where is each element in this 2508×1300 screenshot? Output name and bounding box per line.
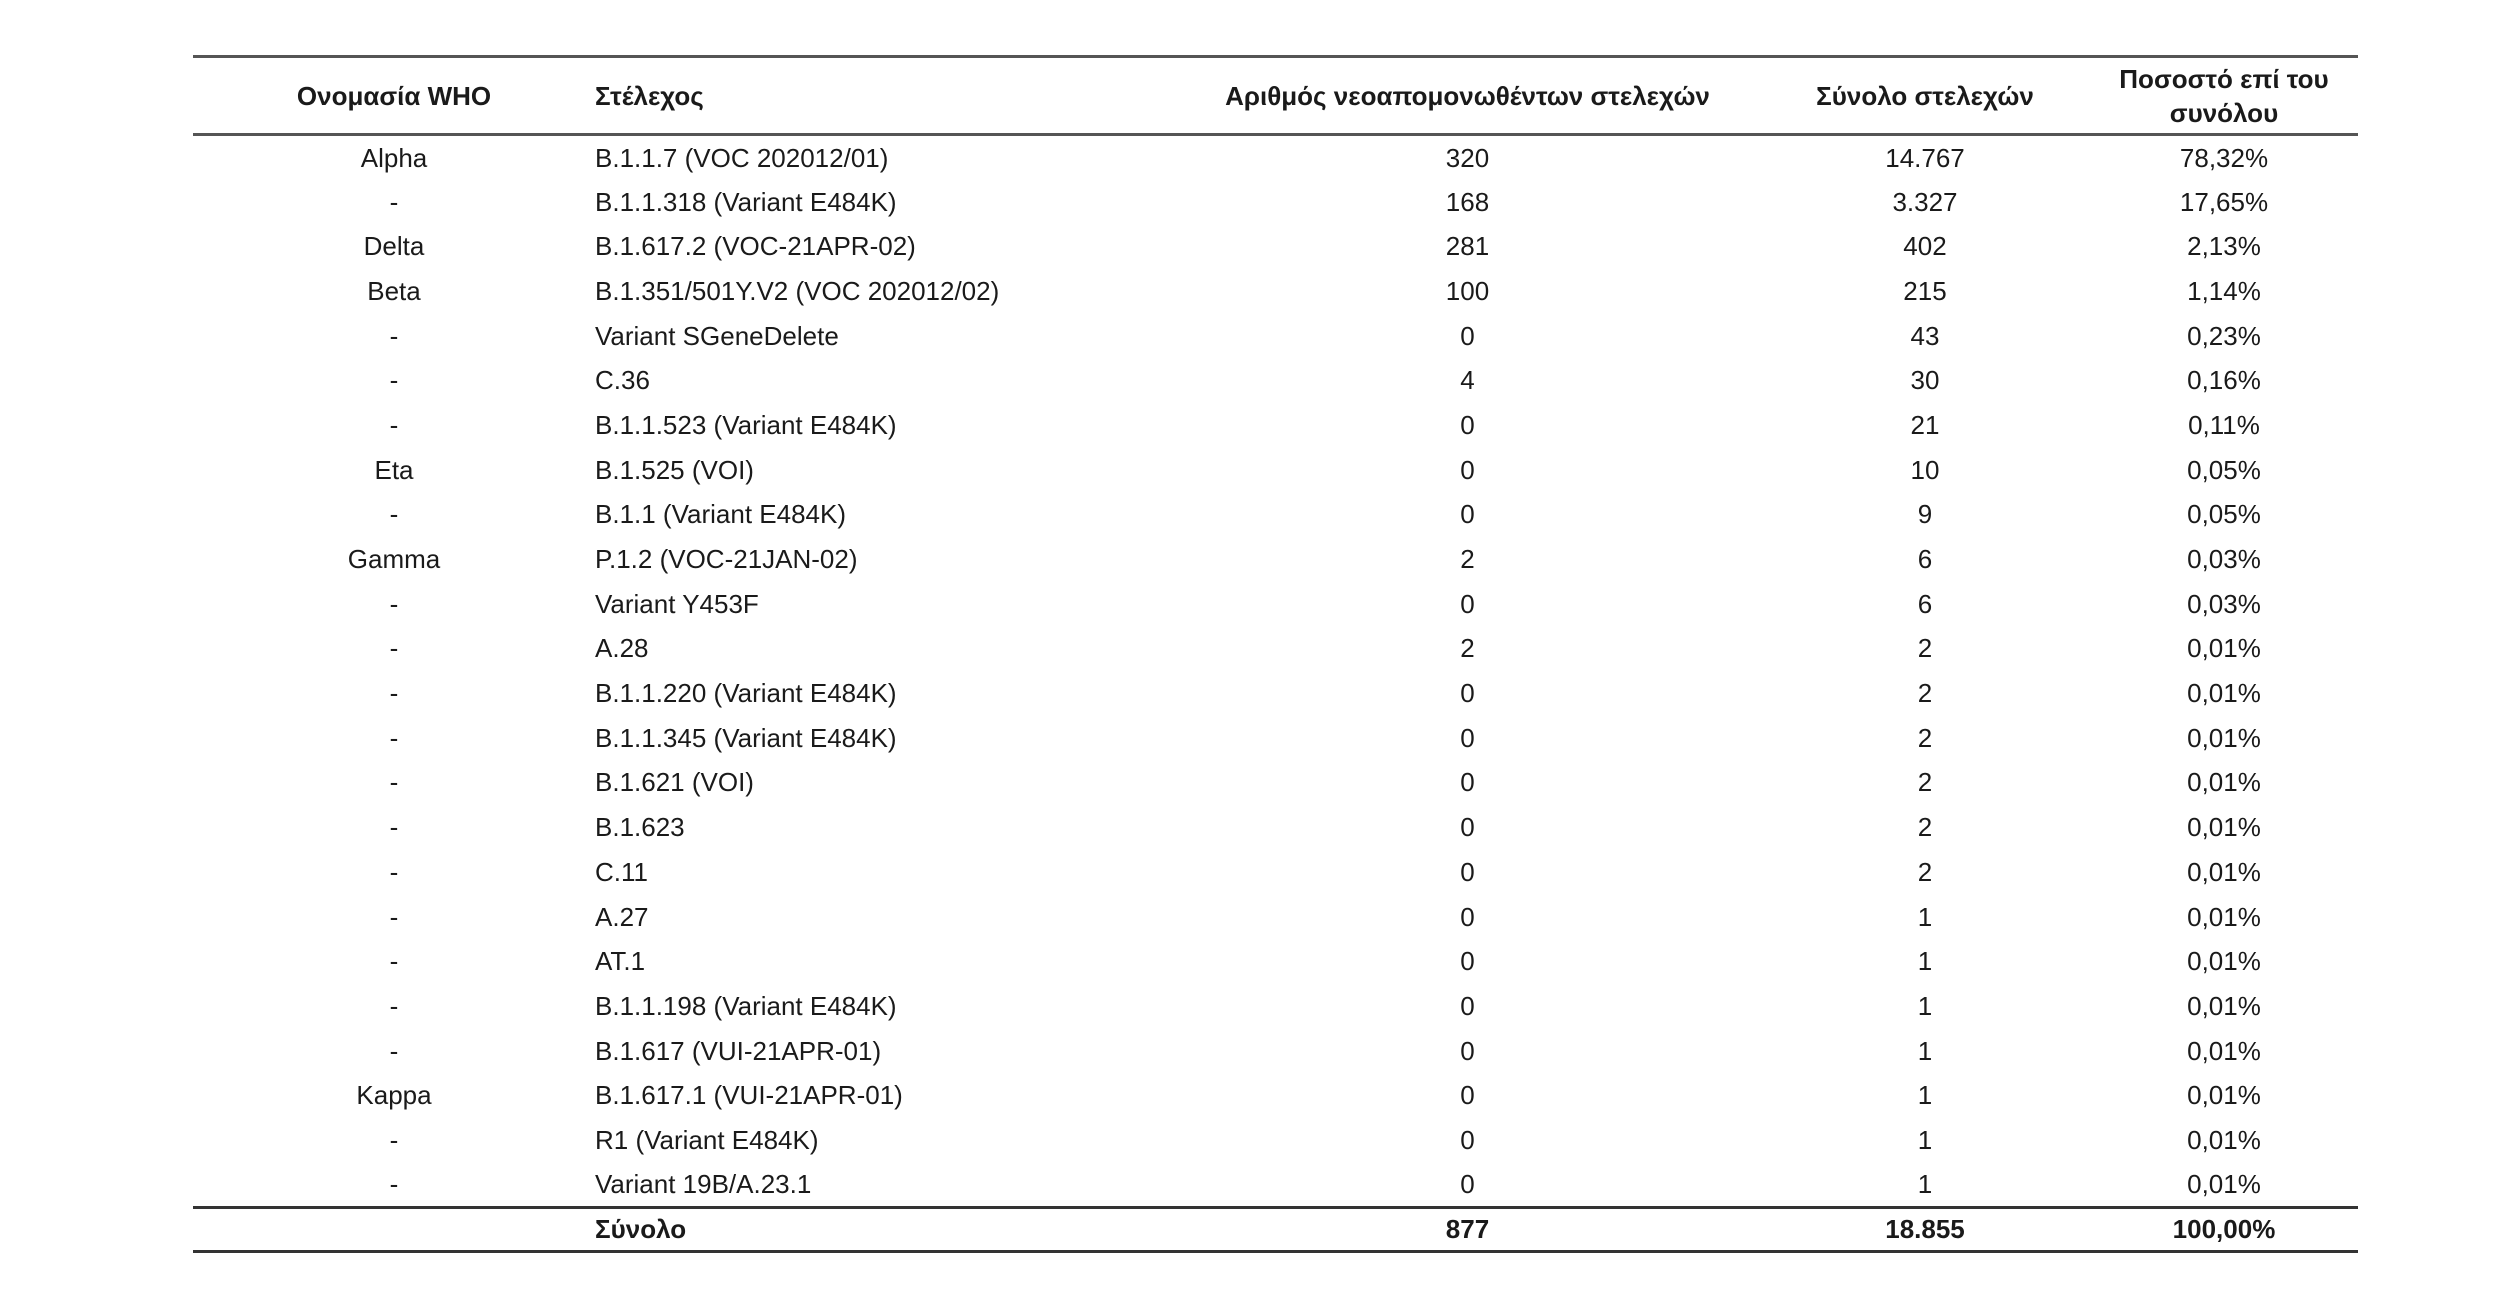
- new-isolates-cell: 0: [1460, 588, 1475, 619]
- strain-cell: B.1.351/501Y.V2 (VOC 202012/02): [595, 275, 1000, 306]
- table-row: [193, 403, 2358, 448]
- percent-cell: 0,01%: [2187, 767, 2261, 798]
- total-strains-cell: 1: [1917, 1124, 1933, 1155]
- header-strain: Στέλεχος: [595, 57, 1175, 135]
- new-isolates-cell: 0: [1460, 409, 1475, 440]
- new-isolates-cell: 0: [1460, 812, 1475, 843]
- percent-cell: 0,01%: [2187, 1124, 2261, 1155]
- total-strains-cell: 2: [1917, 678, 1933, 709]
- table-row: [193, 939, 2358, 984]
- who-name-cell: -: [389, 901, 399, 932]
- header-total-strains: Σύνολο στελεχών: [1760, 57, 2090, 135]
- total-who-cell: [193, 1207, 595, 1251]
- strain-cell: B.1.1.523 (Variant E484K): [595, 409, 897, 440]
- table-body: [193, 135, 2358, 1208]
- strain-cell: C.36: [595, 365, 650, 396]
- table-row: [193, 1073, 2358, 1118]
- strain-cell: A.27: [595, 901, 649, 932]
- strain-cell: B.1.1.198 (Variant E484K): [595, 990, 897, 1021]
- new-isolates-cell: 2: [1460, 633, 1475, 664]
- total-strains-cell: 3.327: [1892, 186, 1958, 217]
- total-strains-cell: 2: [1917, 722, 1933, 753]
- percent-cell: 0,01%: [2187, 901, 2261, 932]
- total-strains-cell: 2: [1917, 633, 1933, 664]
- strain-cell: A.28: [595, 633, 649, 664]
- strain-cell: AT.1: [595, 946, 646, 977]
- table-row: [193, 1162, 2358, 1207]
- table-row: [193, 537, 2358, 582]
- percent-cell: 1,14%: [2187, 275, 2261, 306]
- new-isolates-cell: 281: [1445, 231, 1490, 262]
- new-isolates-cell: 0: [1460, 320, 1475, 351]
- table-row: [193, 850, 2358, 895]
- percent-cell: 0,03%: [2187, 588, 2261, 619]
- table-row: [193, 447, 2358, 492]
- percent-cell: 0,11%: [2188, 409, 2260, 440]
- table-row: [193, 581, 2358, 626]
- table-row: [193, 492, 2358, 537]
- percent-cell: 2,13%: [2187, 231, 2261, 262]
- table-row: [193, 135, 2358, 180]
- new-isolates-cell: 0: [1460, 1124, 1475, 1155]
- who-name-cell: -: [389, 320, 399, 351]
- percent-cell: 0,05%: [2187, 454, 2261, 485]
- percent-cell: 0,01%: [2187, 856, 2261, 887]
- who-name-cell: -: [389, 1124, 399, 1155]
- who-name-cell: -: [389, 499, 399, 530]
- percent-cell: 0,01%: [2187, 1080, 2261, 1111]
- strain-cell: Variant Y453F: [595, 588, 759, 619]
- percent-cell: 78,32%: [2179, 142, 2269, 173]
- new-isolates-cell: 0: [1460, 901, 1475, 932]
- strain-cell: B.1.1 (Variant E484K): [595, 499, 846, 530]
- who-name-cell: Kappa: [356, 1080, 432, 1111]
- strain-cell: B.1.1.7 (VOC 202012/01): [595, 142, 889, 173]
- who-name-cell: Eta: [374, 454, 414, 485]
- total-strains-cell: 14.767: [1885, 142, 1965, 173]
- table-row: [193, 358, 2358, 403]
- header-who-name: Ονομασία WHO: [193, 57, 595, 135]
- new-isolates-cell: 0: [1460, 722, 1475, 753]
- percent-cell: 0,16%: [2187, 365, 2261, 396]
- table-row: [193, 269, 2358, 314]
- strain-cell: B.1.623: [595, 812, 685, 843]
- who-name-cell: Delta: [363, 231, 425, 262]
- strain-cell: C.11: [595, 856, 648, 887]
- new-isolates-cell: 0: [1460, 1168, 1475, 1199]
- who-name-cell: -: [389, 409, 399, 440]
- total-percent: 100,00%: [2090, 1207, 2358, 1251]
- new-isolates-cell: 320: [1445, 142, 1490, 173]
- who-name-cell: -: [389, 1168, 399, 1199]
- who-name-cell: Beta: [367, 275, 421, 306]
- total-label: Σύνολο: [595, 1207, 1175, 1251]
- percent-cell: 0,01%: [2187, 812, 2261, 843]
- percent-cell: 0,01%: [2187, 678, 2261, 709]
- who-name-cell: Gamma: [347, 544, 441, 575]
- strain-cell: B.1.1.220 (Variant E484K): [595, 678, 897, 709]
- strain-cell: Variant 19B/A.23.1: [595, 1168, 812, 1199]
- new-isolates-cell: 0: [1460, 946, 1475, 977]
- new-isolates-cell: 0: [1460, 1080, 1475, 1111]
- who-name-cell: -: [389, 678, 399, 709]
- new-isolates-cell: 0: [1460, 678, 1475, 709]
- percent-cell: 17,65%: [2179, 186, 2269, 217]
- total-strains-cell: 10: [1910, 454, 1940, 485]
- who-name-cell: -: [389, 365, 399, 396]
- new-isolates-cell: 2: [1460, 544, 1475, 575]
- percent-cell: 0,01%: [2187, 633, 2261, 664]
- strain-cell: P.1.2 (VOC-21JAN-02): [595, 544, 858, 575]
- who-name-cell: -: [389, 990, 399, 1021]
- percent-cell: 0,01%: [2187, 946, 2261, 977]
- table-row: [193, 224, 2358, 269]
- who-name-cell: -: [389, 856, 399, 887]
- table-row: [193, 715, 2358, 760]
- total-new-isolates: 877: [1175, 1207, 1760, 1251]
- new-isolates-cell: 0: [1460, 454, 1475, 485]
- total-strains-cell: 2: [1917, 856, 1933, 887]
- new-isolates-cell: 4: [1460, 365, 1475, 396]
- percent-cell: 0,01%: [2187, 722, 2261, 753]
- table-row: [193, 313, 2358, 358]
- who-name-cell: Alpha: [360, 142, 428, 173]
- strain-cell: B.1.617.2 (VOC-21APR-02): [595, 231, 916, 262]
- total-strains-cell: 402: [1903, 231, 1947, 262]
- total-strains-cell: 1: [1917, 990, 1933, 1021]
- table-row: [193, 179, 2358, 224]
- table-row: [193, 671, 2358, 716]
- who-name-cell: -: [389, 633, 399, 664]
- strain-cell: B.1.525 (VOI): [595, 454, 754, 485]
- total-strains-cell: 2: [1917, 812, 1933, 843]
- total-strains-cell: 6: [1917, 588, 1933, 619]
- percent-cell: 0,01%: [2187, 1035, 2261, 1066]
- who-name-cell: -: [389, 588, 399, 619]
- who-name-cell: -: [389, 1035, 399, 1066]
- table-row: [193, 1118, 2358, 1163]
- total-strains: 18.855: [1760, 1207, 2090, 1251]
- new-isolates-cell: 100: [1445, 275, 1490, 306]
- strain-cell: B.1.1.318 (Variant E484K): [595, 186, 897, 217]
- table-row: [193, 626, 2358, 671]
- total-strains-cell: 215: [1903, 275, 1947, 306]
- who-name-cell: -: [389, 722, 399, 753]
- total-strains-cell: 1: [1917, 1168, 1933, 1199]
- total-strains-cell: 1: [1917, 946, 1933, 977]
- total-strains-cell: 1: [1917, 1035, 1933, 1066]
- percent-cell: 0,01%: [2187, 1168, 2261, 1199]
- new-isolates-cell: 0: [1460, 499, 1475, 530]
- percent-cell: 0,01%: [2187, 990, 2261, 1021]
- variant-strains-table: [193, 55, 2358, 1253]
- new-isolates-cell: 0: [1460, 767, 1475, 798]
- strain-cell: R1 (Variant E484K): [595, 1124, 819, 1155]
- header-row: [193, 57, 2358, 135]
- who-name-cell: -: [389, 812, 399, 843]
- percent-cell: 0,03%: [2187, 544, 2261, 575]
- total-strains-cell: 2: [1917, 767, 1933, 798]
- table-row: [193, 1028, 2358, 1073]
- strain-cell: B.1.617.1 (VUI-21APR-01): [595, 1080, 903, 1111]
- total-strains-cell: 43: [1910, 320, 1940, 351]
- table-header: [193, 57, 2358, 135]
- new-isolates-cell: 0: [1460, 1035, 1475, 1066]
- total-strains-cell: 1: [1917, 1080, 1933, 1111]
- total-strains-cell: 21: [1910, 409, 1940, 440]
- who-name-cell: -: [389, 186, 399, 217]
- new-isolates-cell: 0: [1460, 856, 1475, 887]
- total-row: [193, 1207, 2358, 1251]
- total-strains-cell: 9: [1917, 499, 1933, 530]
- percent-cell: 0,23%: [2187, 320, 2261, 351]
- strain-cell: B.1.617 (VUI-21APR-01): [595, 1035, 882, 1066]
- new-isolates-cell: 168: [1445, 186, 1490, 217]
- table-row: [193, 984, 2358, 1029]
- total-strains-cell: 6: [1917, 544, 1933, 575]
- who-name-cell: -: [389, 767, 399, 798]
- strain-cell: Variant SGeneDelete: [595, 320, 839, 351]
- table-footer: [193, 1207, 2358, 1251]
- new-isolates-cell: 0: [1460, 990, 1475, 1021]
- strain-cell: B.1.1.345 (Variant E484K): [595, 722, 897, 753]
- table-row: [193, 894, 2358, 939]
- total-strains-cell: 30: [1910, 365, 1940, 396]
- header-percent-of-total: Ποσοστό επί του συνόλου: [2090, 57, 2358, 135]
- strain-cell: B.1.621 (VOI): [595, 767, 754, 798]
- who-name-cell: -: [389, 946, 399, 977]
- header-new-isolates: Αριθμός νεοαπομονωθέντων στελεχών: [1175, 57, 1760, 135]
- percent-cell: 0,05%: [2187, 499, 2261, 530]
- table-row: [193, 760, 2358, 805]
- total-strains-cell: 1: [1917, 901, 1933, 932]
- table-row: [193, 805, 2358, 850]
